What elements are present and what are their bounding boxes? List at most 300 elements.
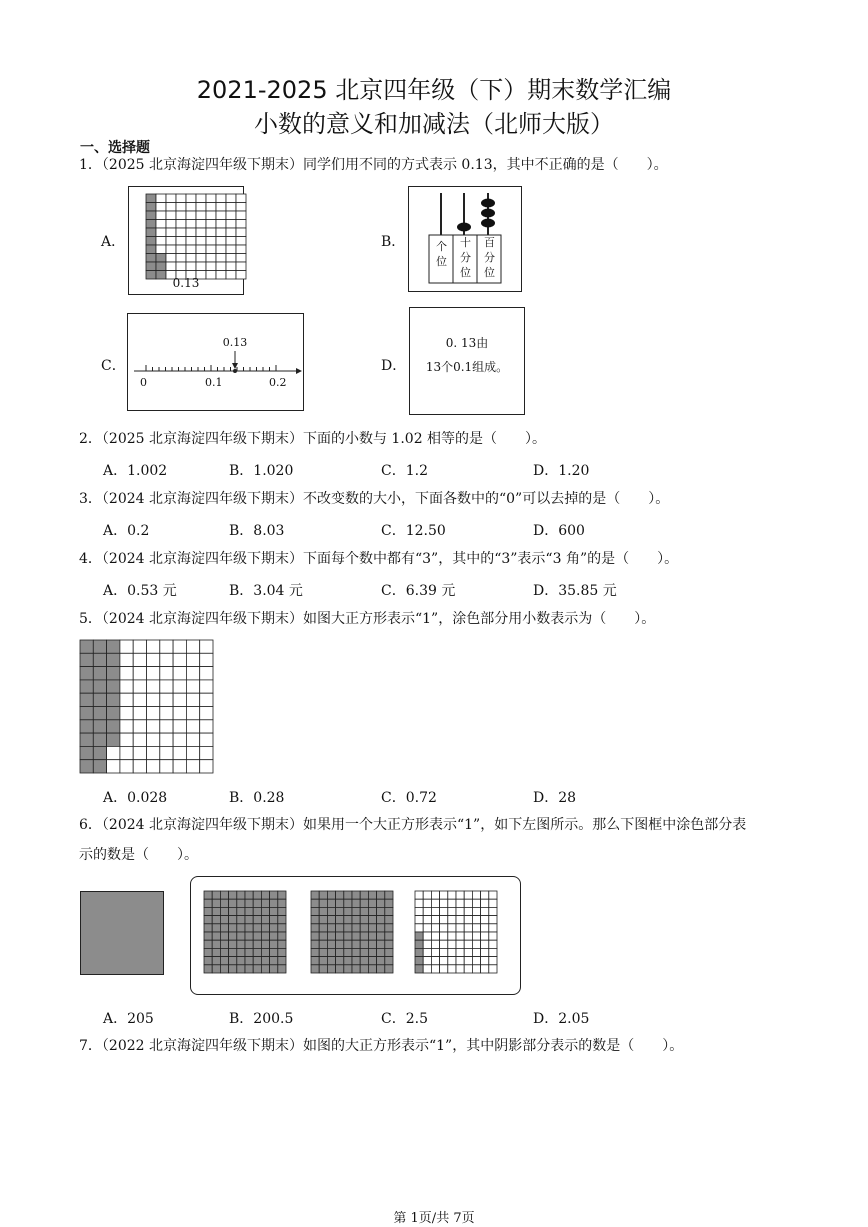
grid-cell: [212, 916, 220, 924]
q2-option-b[interactable]: B．1.020: [229, 463, 294, 479]
grid-cell: [229, 907, 237, 915]
grid-cell: [464, 907, 472, 915]
q3-option-d[interactable]: D．600: [533, 523, 585, 539]
grid-cell: [166, 211, 176, 220]
grid-cell: [229, 965, 237, 973]
grid-cell: [212, 924, 220, 932]
question-6-options: [103, 1008, 803, 1028]
page-title-line1: 2021-2025 北京四年级（下）期末数学汇编: [196, 76, 672, 104]
grid-cell: [368, 932, 376, 940]
grid-cell: [133, 667, 146, 680]
grid-cell: [311, 932, 319, 940]
grid-cell: [385, 948, 393, 956]
grid-cell: [166, 245, 176, 254]
grid-cell: [176, 211, 186, 220]
grid-cell: [481, 957, 489, 965]
grid-cell: [93, 640, 106, 653]
grid-cell: [186, 211, 196, 220]
grid-cell: [160, 653, 173, 666]
grid-cell: [377, 965, 385, 973]
grid-cell: [336, 957, 344, 965]
grid-cell: [261, 916, 269, 924]
grid-cell: [93, 667, 106, 680]
grid-cell: [220, 965, 228, 973]
q5-option-b[interactable]: B．0.28: [229, 790, 285, 806]
grid-cell: [440, 907, 448, 915]
grid-cell: [212, 965, 220, 973]
q2-option-a[interactable]: A．1.002: [103, 463, 168, 479]
grid-cell: [236, 245, 246, 254]
grid-cell: [278, 891, 286, 899]
grid-cell: [377, 957, 385, 965]
grid-cell: [107, 733, 120, 746]
grid-cell: [146, 262, 156, 271]
grid-cell: [160, 733, 173, 746]
question-7-stem: 7．（2022 北京海淀四年级下期末）如图的大正方形表示“1”，其中阴影部分表示的数是（ ）。: [79, 1038, 684, 1054]
grid-cell: [278, 932, 286, 940]
grid-cell: [204, 899, 212, 907]
q6-option-c[interactable]: C．2.5: [381, 1011, 428, 1027]
grid-cell: [385, 899, 393, 907]
grid-cell: [456, 932, 464, 940]
grid-cell: [472, 932, 480, 940]
grid-cell: [352, 891, 360, 899]
grid-cell: [176, 228, 186, 237]
q6-option-b[interactable]: B．200.5: [229, 1011, 294, 1027]
grid-cell: [206, 220, 216, 229]
grid-cell: [186, 237, 196, 246]
q1-option-d-label: D．: [381, 358, 407, 374]
grid-cell: [196, 194, 206, 203]
q4-option-c[interactable]: C．6.39 元: [381, 583, 456, 599]
grid-cell: [415, 932, 423, 940]
grid-cell: [229, 891, 237, 899]
grid-cell: [489, 940, 497, 948]
grid-cell: [311, 940, 319, 948]
grid-cell: [270, 932, 278, 940]
grid-cell: [278, 948, 286, 956]
grid-cell: [270, 957, 278, 965]
grid-cell: [229, 924, 237, 932]
grid-cell: [186, 746, 199, 759]
grid-cell: [448, 916, 456, 924]
grid-cell: [133, 693, 146, 706]
grid-cell: [220, 916, 228, 924]
grid-cell: [377, 916, 385, 924]
grid-cell: [311, 907, 319, 915]
grid-cell: [206, 254, 216, 263]
grid-cell: [368, 957, 376, 965]
grid-cell: [220, 957, 228, 965]
grid-cell: [237, 916, 245, 924]
grid-cell: [173, 680, 186, 693]
grid-cell: [456, 916, 464, 924]
grid-cell: [186, 733, 199, 746]
grid-cell: [166, 254, 176, 263]
grid-cell: [319, 948, 327, 956]
grid-cell: [440, 899, 448, 907]
grid-cell: [464, 965, 472, 973]
grid-cell: [385, 891, 393, 899]
page-title-line2: 小数的意义和加减法（北师大版）: [254, 110, 614, 138]
numberline-tick-0.1: 0.1: [205, 376, 223, 389]
grid-cell: [377, 932, 385, 940]
grid-cell: [423, 965, 431, 973]
grid-cell: [344, 891, 352, 899]
grid-cell: [352, 932, 360, 940]
grid-cell: [160, 667, 173, 680]
grid-cell: [220, 899, 228, 907]
grid-cell: [431, 948, 439, 956]
grid-cell: [206, 228, 216, 237]
grid-cell: [261, 957, 269, 965]
grid-cell: [237, 899, 245, 907]
grid-cell: [237, 957, 245, 965]
grid-cell: [472, 924, 480, 932]
grid-cell: [216, 194, 226, 203]
grid-cell: [93, 693, 106, 706]
grid-cell: [93, 653, 106, 666]
grid-cell: [206, 203, 216, 212]
grid-cell: [176, 237, 186, 246]
grid-cell: [206, 245, 216, 254]
grid-cell: [311, 891, 319, 899]
abacus-col-ones-1: 个: [436, 240, 447, 253]
grid-cell: [229, 948, 237, 956]
grid-cell: [212, 891, 220, 899]
grid-cell: [120, 720, 133, 733]
q3-option-a[interactable]: A．0.2: [103, 523, 150, 539]
q4-option-a[interactable]: A．0.53 元: [103, 583, 177, 599]
grid-cell: [360, 932, 368, 940]
grid-cell: [423, 957, 431, 965]
grid-cell: [377, 948, 385, 956]
grid-cell: [80, 746, 93, 759]
grid-cell: [200, 640, 213, 653]
grid-cell: [80, 680, 93, 693]
grid-cell: [415, 957, 423, 965]
grid-cell: [415, 891, 423, 899]
grid-cell: [481, 932, 489, 940]
question-3-options: [103, 520, 803, 540]
grid-cell: [229, 932, 237, 940]
grid-cell: [236, 194, 246, 203]
grid-cell: [360, 924, 368, 932]
question-5-options: [103, 787, 803, 807]
hundred-grid-a: [146, 194, 246, 279]
grid-cell: [120, 667, 133, 680]
grid-cell: [319, 924, 327, 932]
grid-cell: [160, 707, 173, 720]
grid-cell: [327, 965, 335, 973]
grid-cell: [270, 965, 278, 973]
grid-cell: [186, 254, 196, 263]
grid-cell: [344, 924, 352, 932]
q1-option-d-textbox: [409, 307, 525, 415]
grid-cell: [133, 746, 146, 759]
grid-cell: [270, 916, 278, 924]
question-6-stem-line2: 示的数是（ ）。: [79, 847, 198, 863]
grid-cell: [440, 940, 448, 948]
grid-cell: [120, 680, 133, 693]
grid-cell: [385, 965, 393, 973]
grid-cell: [448, 940, 456, 948]
grid-cell: [196, 220, 206, 229]
grid-cell: [216, 203, 226, 212]
grid-cell: [107, 760, 120, 773]
question-2-stem: 2．（2025 北京海淀四年级下期末）下面的小数与 1.02 相等的是（ ）。: [79, 431, 547, 447]
q5-option-a[interactable]: A．0.028: [103, 790, 168, 806]
grid-cell: [186, 760, 199, 773]
grid-cell: [489, 932, 497, 940]
grid-cell: [236, 203, 246, 212]
grid-cell: [196, 237, 206, 246]
grid-cell: [229, 916, 237, 924]
grid-cell: [253, 891, 261, 899]
grid-cell: [253, 940, 261, 948]
grid-cell: [220, 948, 228, 956]
grid-cell: [440, 965, 448, 973]
grid-cell: [431, 940, 439, 948]
grid-cell: [423, 948, 431, 956]
grid-cell: [344, 965, 352, 973]
grid-cell: [245, 957, 253, 965]
grid-cell: [431, 907, 439, 915]
grid-cell: [212, 940, 220, 948]
grid-cell: [481, 916, 489, 924]
grid-cell: [448, 907, 456, 915]
grid-cell: [253, 924, 261, 932]
grid-cell: [212, 907, 220, 915]
grid-cell: [200, 680, 213, 693]
grid-cell: [147, 667, 160, 680]
grid-cell: [226, 228, 236, 237]
grid-cell: [472, 940, 480, 948]
grid-cell: [261, 940, 269, 948]
grid-cell: [415, 948, 423, 956]
grid-cell: [311, 948, 319, 956]
grid-cell: [489, 965, 497, 973]
grid-cell: [196, 254, 206, 263]
grid-cell: [377, 891, 385, 899]
grid-cell: [216, 254, 226, 263]
grid-cell: [336, 924, 344, 932]
grid-cell: [415, 899, 423, 907]
grid-cell: [440, 957, 448, 965]
grid-cell: [423, 916, 431, 924]
grid-cell: [216, 220, 226, 229]
grid-cell: [431, 891, 439, 899]
q2-option-c[interactable]: C．1.2: [381, 463, 428, 479]
grid-cell: [176, 220, 186, 229]
grid-cell: [146, 203, 156, 212]
grid-cell: [377, 899, 385, 907]
grid-cell: [80, 640, 93, 653]
grid-cell: [278, 965, 286, 973]
grid-cell: [245, 948, 253, 956]
grid-cell: [464, 916, 472, 924]
grid-cell: [237, 932, 245, 940]
grid-cell: [160, 680, 173, 693]
q6-option-d[interactable]: D．2.05: [533, 1011, 590, 1027]
grid-cell: [327, 932, 335, 940]
grid-cell: [368, 891, 376, 899]
grid-cell: [319, 916, 327, 924]
grid-cell: [415, 907, 423, 915]
grid-cell: [147, 720, 160, 733]
grid-cell: [261, 907, 269, 915]
grid-cell: [360, 940, 368, 948]
q2-option-d[interactable]: D．1.20: [533, 463, 590, 479]
q3-option-c[interactable]: C．12.50: [381, 523, 446, 539]
grid-cell: [147, 760, 160, 773]
grid-cell: [278, 940, 286, 948]
grid-cell: [261, 948, 269, 956]
grid-cell: [278, 916, 286, 924]
grid-cell: [319, 891, 327, 899]
abacus-col-tenths-2: 分: [460, 251, 471, 264]
grid-cell: [186, 653, 199, 666]
grid-cell: [360, 907, 368, 915]
grid-cell: [245, 940, 253, 948]
grid-cell: [173, 653, 186, 666]
grid-cell: [368, 924, 376, 932]
grid-cell: [481, 948, 489, 956]
grid-cell: [385, 916, 393, 924]
grid-cell: [107, 680, 120, 693]
grid-cell: [472, 916, 480, 924]
grid-cell: [173, 693, 186, 706]
grid-cell: [133, 640, 146, 653]
grid-cell: [464, 957, 472, 965]
q3-option-b[interactable]: B．8.03: [229, 523, 285, 539]
grid-cell: [212, 957, 220, 965]
grid-cell: [253, 932, 261, 940]
grid-cell: [464, 940, 472, 948]
q6-option-a[interactable]: A．205: [103, 1011, 154, 1027]
grid-cell: [120, 746, 133, 759]
grid-cell: [253, 916, 261, 924]
grid-cell: [489, 948, 497, 956]
grid-cell: [196, 262, 206, 271]
q6-grid-1: [204, 891, 286, 973]
grid-cell: [464, 891, 472, 899]
grid-cell: [237, 924, 245, 932]
grid-cell: [133, 760, 146, 773]
grid-cell: [270, 940, 278, 948]
grid-cell: [146, 245, 156, 254]
grid-cell: [236, 237, 246, 246]
grid-cell: [200, 720, 213, 733]
question-1-stem: 1．（2025 北京海淀四年级下期末）同学们用不同的方式表示 0.13，其中不正确的是（ ）。: [79, 157, 668, 173]
q1-a-caption: 0.13: [172, 276, 200, 290]
grid-cell: [200, 653, 213, 666]
question-4-options: [103, 580, 803, 600]
grid-cell: [93, 720, 106, 733]
grid-cell: [270, 907, 278, 915]
grid-cell: [327, 907, 335, 915]
grid-cell: [456, 965, 464, 973]
q4-option-d[interactable]: D．35.85 元: [533, 583, 617, 599]
grid-cell: [253, 948, 261, 956]
grid-cell: [448, 965, 456, 973]
grid-cell: [186, 640, 199, 653]
grid-cell: [220, 924, 228, 932]
grid-cell: [212, 948, 220, 956]
grid-cell: [431, 932, 439, 940]
grid-cell: [352, 940, 360, 948]
q5-option-d[interactable]: D．28: [533, 790, 577, 806]
q6-grid-3: [415, 891, 497, 973]
grid-cell: [160, 746, 173, 759]
grid-cell: [448, 932, 456, 940]
q1-option-b-abacus: [408, 186, 522, 292]
grid-cell: [352, 957, 360, 965]
grid-cell: [481, 924, 489, 932]
grid-cell: [352, 899, 360, 907]
grid-cell: [456, 891, 464, 899]
grid-cell: [327, 891, 335, 899]
grid-cell: [352, 948, 360, 956]
grid-cell: [226, 262, 236, 271]
grid-cell: [186, 203, 196, 212]
grid-cell: [220, 907, 228, 915]
grid-cell: [212, 899, 220, 907]
grid-cell: [319, 899, 327, 907]
grid-cell: [196, 211, 206, 220]
grid-cell: [352, 916, 360, 924]
grid-cell: [319, 940, 327, 948]
grid-cell: [344, 907, 352, 915]
question-3-stem: 3．（2024 北京海淀四年级下期末）不改变数的大小，下面各数中的“0”可以去掉的是（ ）。: [79, 491, 670, 507]
grid-cell: [245, 899, 253, 907]
grid-cell: [176, 203, 186, 212]
grid-cell: [200, 733, 213, 746]
grid-cell: [336, 932, 344, 940]
q4-option-b[interactable]: B．3.04 元: [229, 583, 303, 599]
grid-cell: [336, 948, 344, 956]
grid-cell: [261, 932, 269, 940]
grid-cell: [352, 924, 360, 932]
grid-cell: [423, 932, 431, 940]
grid-cell: [146, 211, 156, 220]
grid-cell: [146, 254, 156, 263]
grid-cell: [166, 194, 176, 203]
grid-cell: [200, 707, 213, 720]
question-5-stem: 5．（2024 北京海淀四年级下期末）如图大正方形表示“1”，涂色部分用小数表示为（ ）。: [79, 611, 656, 627]
grid-cell: [368, 965, 376, 973]
grid-cell: [456, 899, 464, 907]
q1-option-a-figure: [128, 186, 244, 295]
grid-cell: [456, 948, 464, 956]
grid-cell: [206, 211, 216, 220]
q5-option-c[interactable]: C．0.72: [381, 790, 437, 806]
grid-cell: [489, 891, 497, 899]
grid-cell: [319, 932, 327, 940]
grid-cell: [415, 965, 423, 973]
grid-cell: [186, 720, 199, 733]
grid-cell: [204, 924, 212, 932]
grid-cell: [245, 916, 253, 924]
grid-cell: [431, 965, 439, 973]
grid-cell: [200, 667, 213, 680]
section-heading: 一、选择题: [80, 140, 150, 156]
grid-cell: [80, 707, 93, 720]
grid-cell: [385, 932, 393, 940]
grid-cell: [385, 907, 393, 915]
grid-cell: [166, 237, 176, 246]
numberline-tick-0.2: 0.2: [269, 376, 287, 389]
